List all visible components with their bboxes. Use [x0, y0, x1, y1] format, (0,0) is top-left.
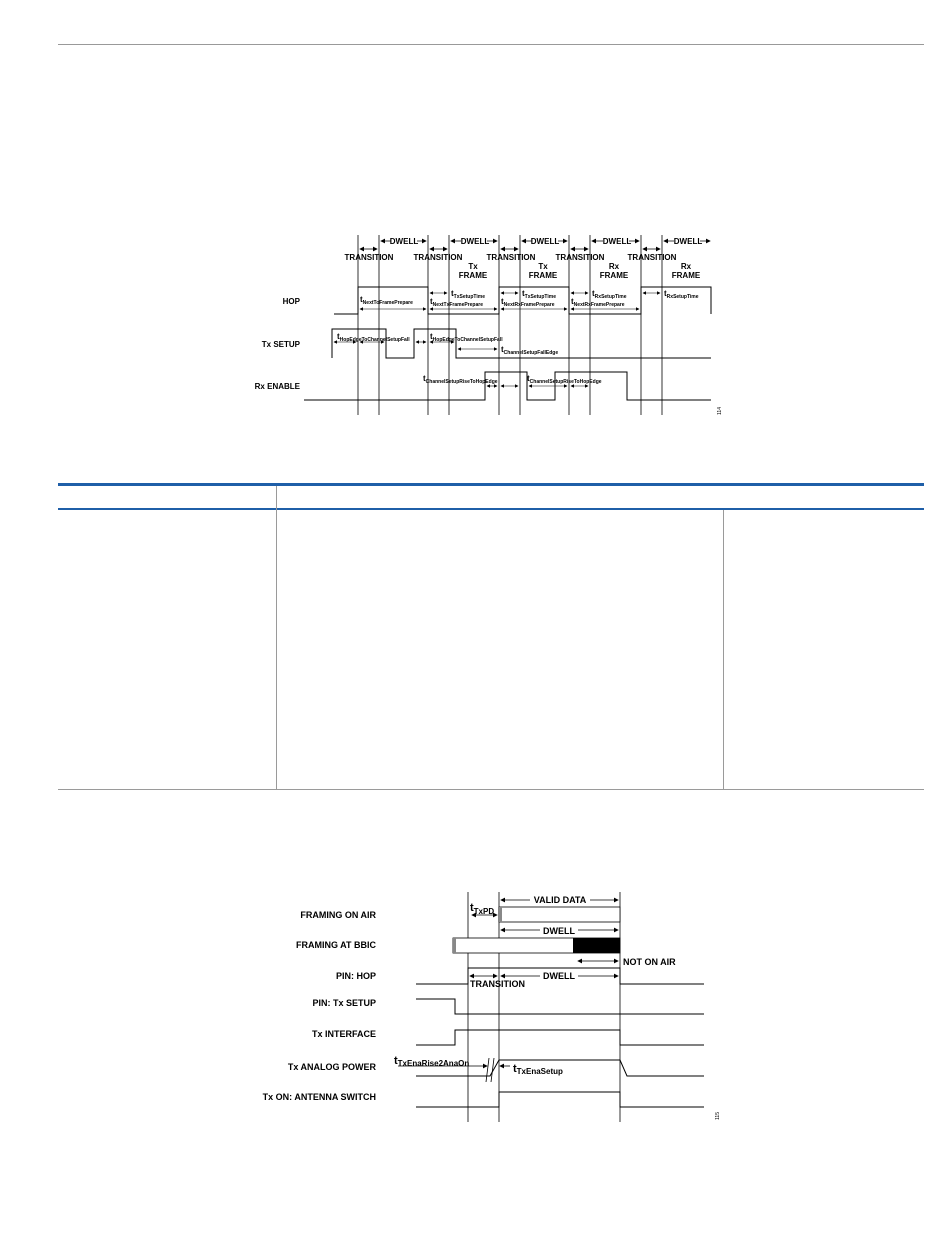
row-label-pin-hop: PIN: HOP	[335, 971, 376, 981]
label-rx-setup-time-1: tRxSetupTime	[592, 289, 627, 300]
figure-id-114: 114	[717, 407, 723, 415]
tx-on-antenna-waveform	[416, 1092, 704, 1107]
transition-label-fig2: TRANSITION	[470, 979, 525, 989]
label-hop-edge-fall-1: tHopEdgeToChannelSetupFall	[337, 332, 410, 343]
transition-label-3: TRANSITION	[486, 253, 536, 262]
table-header-rule	[58, 508, 924, 510]
label-t-txena-rise: tTxEnaRise2AnaOn	[394, 1055, 470, 1068]
tx-timing-diagram	[0, 880, 950, 1140]
label-channel-setup-rise-2: tChannelSetupRiseToHopEdge	[527, 374, 602, 385]
label-next-frame-prepare-2: tNextTxFramePrepare	[430, 297, 483, 308]
label-next-rx-frame-prepare-1: tNextRxFramePrepare	[501, 297, 555, 308]
framing-not-on-air-block	[573, 938, 620, 953]
row-label-pin-tx-setup: PIN: Tx SETUP	[312, 998, 376, 1008]
label-tx-setup-time-2: tTxSetupTime	[522, 289, 556, 300]
signal-label-tx-setup: Tx SETUP	[261, 340, 300, 349]
label-rx-setup-time-2: tRxSetupTime	[664, 289, 699, 300]
transition-label-1: TRANSITION	[344, 253, 394, 262]
hop-timing-diagram	[0, 0, 950, 430]
table-bottom-rule	[58, 789, 924, 790]
label-tx-setup-time-1: tTxSetupTime	[451, 289, 485, 300]
tx-interface-waveform	[416, 1030, 704, 1045]
label-next-frame-prepare-1: tNextToFramePrepare	[360, 295, 413, 306]
figure-id-115: 115	[715, 1112, 721, 1120]
transition-label-4: TRANSITION	[555, 253, 605, 262]
dwell-label-framing: DWELL	[543, 926, 575, 936]
dwell-label-4: DWELL	[602, 237, 632, 246]
signal-label-hop: HOP	[282, 297, 300, 306]
frame-word-4: FRAME	[599, 271, 629, 280]
label-t-txena-setup: tTxEnaSetup	[513, 1063, 563, 1076]
dwell-label-3: DWELL	[530, 237, 560, 246]
frame-type-4: Rx	[608, 262, 620, 271]
dwell-label-1: DWELL	[389, 237, 419, 246]
row-label-tx-analog-power: Tx ANALOG POWER	[287, 1062, 376, 1072]
signal-label-rx-enable: Rx ENABLE	[254, 382, 300, 391]
not-on-air-label: NOT ON AIR	[623, 957, 676, 967]
label-channel-setup-rise-1: tChannelSetupRiseToHopEdge	[423, 374, 498, 385]
valid-data-label: VALID DATA	[533, 895, 587, 905]
label-hop-edge-fall-2: tHopEdgeToChannelSetupFall	[430, 332, 503, 343]
table-col-divider-1	[276, 486, 277, 790]
label-next-rx-frame-prepare-2: tNextRxFramePrepare	[571, 297, 625, 308]
table-top-rule	[58, 483, 924, 486]
frame-word-5: FRAME	[671, 271, 701, 280]
frame-type-3: Tx	[538, 262, 548, 271]
row-label-tx-interface: Tx INTERFACE	[311, 1029, 376, 1039]
dwell-label-5: DWELL	[673, 237, 703, 246]
label-t-txpd: tTxPD	[470, 902, 495, 916]
table-col-divider-2	[723, 510, 724, 790]
pin-tx-setup-waveform	[416, 999, 704, 1014]
label-channel-setup-fall-edge: tChannelSetupFallEdge	[501, 345, 559, 356]
dwell-label-hop: DWELL	[543, 971, 575, 981]
frame-word-3: FRAME	[528, 271, 558, 280]
dwell-label-2: DWELL	[460, 237, 490, 246]
frame-word-2: FRAME	[458, 271, 488, 280]
row-label-tx-on-antenna: Tx ON: ANTENNA SWITCH	[262, 1092, 376, 1102]
row-label-framing-at-bbic: FRAMING AT BBIC	[296, 940, 376, 950]
transition-label-2: TRANSITION	[413, 253, 463, 262]
row-label-framing-on-air: FRAMING ON AIR	[300, 910, 376, 920]
framing-on-air-box	[499, 907, 620, 922]
frame-type-5: Rx	[680, 262, 692, 271]
frame-type-2: Tx	[468, 262, 478, 271]
transition-label-5: TRANSITION	[627, 253, 677, 262]
